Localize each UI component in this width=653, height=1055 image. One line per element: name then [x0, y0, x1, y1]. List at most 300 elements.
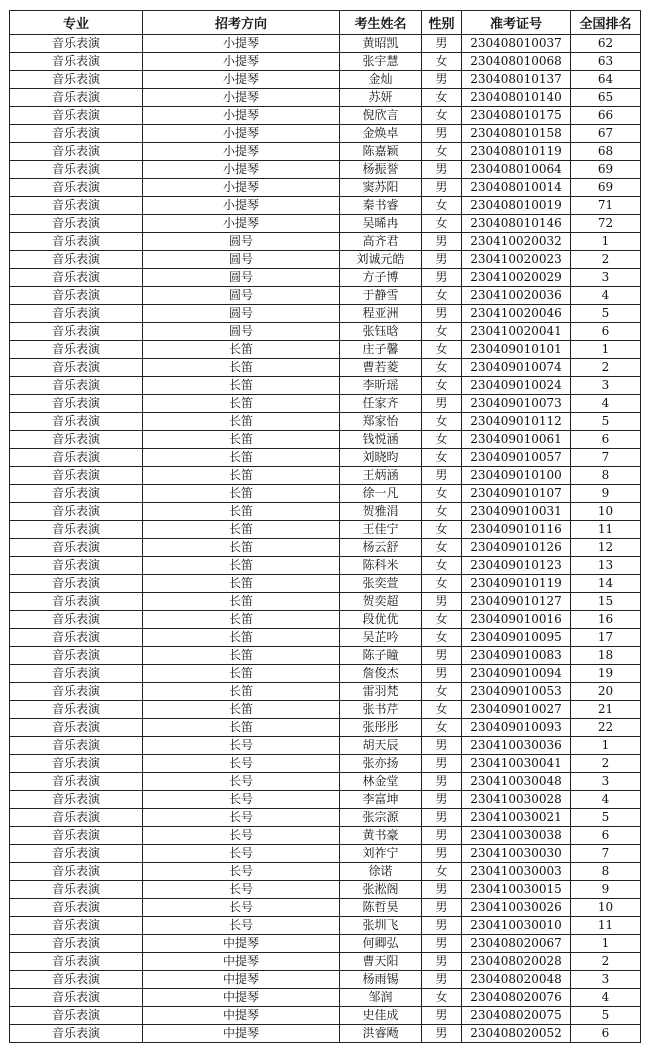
cell-gender: 男	[422, 269, 462, 287]
cell-exam-id: 230409010123	[462, 557, 571, 575]
cell-major: 音乐表演	[10, 485, 143, 503]
table-row	[10, 1007, 641, 1025]
cell-rank: 69	[571, 179, 641, 197]
cell-exam-id: 230409010073	[462, 395, 571, 413]
cell-exam-id: 230410030003	[462, 863, 571, 881]
cell-exam-id: 230409010061	[462, 431, 571, 449]
cell-direction: 小提琴	[143, 197, 340, 215]
cell-name: 林金堂	[340, 773, 422, 791]
header-exam-id: 准考证号	[462, 11, 571, 35]
cell-major: 音乐表演	[10, 791, 143, 809]
table-row	[10, 89, 641, 107]
cell-name: 郑家怡	[340, 413, 422, 431]
table-row	[10, 161, 641, 179]
cell-rank: 9	[571, 485, 641, 503]
cell-direction: 长笛	[143, 701, 340, 719]
cell-rank: 21	[571, 701, 641, 719]
cell-major: 音乐表演	[10, 143, 143, 161]
cell-direction: 长号	[143, 827, 340, 845]
cell-name: 黄昭凯	[340, 35, 422, 53]
cell-gender: 女	[422, 503, 462, 521]
table-row	[10, 899, 641, 917]
cell-rank: 5	[571, 413, 641, 431]
cell-name: 刘祚宁	[340, 845, 422, 863]
cell-gender: 男	[422, 809, 462, 827]
cell-major: 音乐表演	[10, 161, 143, 179]
cell-name: 王炳涵	[340, 467, 422, 485]
cell-exam-id: 230410020041	[462, 323, 571, 341]
cell-exam-id: 230409010031	[462, 503, 571, 521]
cell-major: 音乐表演	[10, 971, 143, 989]
cell-direction: 长笛	[143, 431, 340, 449]
cell-major: 音乐表演	[10, 881, 143, 899]
table-row	[10, 53, 641, 71]
cell-major: 音乐表演	[10, 341, 143, 359]
cell-rank: 65	[571, 89, 641, 107]
cell-name: 史佳成	[340, 1007, 422, 1025]
cell-rank: 2	[571, 251, 641, 269]
cell-rank: 72	[571, 215, 641, 233]
cell-name: 陈子瞳	[340, 647, 422, 665]
table-row	[10, 863, 641, 881]
cell-name: 高齐君	[340, 233, 422, 251]
cell-name: 刘晓昀	[340, 449, 422, 467]
table-row	[10, 953, 641, 971]
cell-exam-id: 230408020048	[462, 971, 571, 989]
cell-exam-id: 230410030026	[462, 899, 571, 917]
cell-major: 音乐表演	[10, 107, 143, 125]
cell-name: 李富坤	[340, 791, 422, 809]
cell-direction: 长号	[143, 737, 340, 755]
cell-rank: 7	[571, 449, 641, 467]
cell-direction: 中提琴	[143, 971, 340, 989]
cell-name: 杨云舒	[340, 539, 422, 557]
table-row	[10, 359, 641, 377]
cell-major: 音乐表演	[10, 629, 143, 647]
cell-exam-id: 230410020046	[462, 305, 571, 323]
cell-gender: 女	[422, 989, 462, 1007]
cell-major: 音乐表演	[10, 647, 143, 665]
cell-direction: 长笛	[143, 341, 340, 359]
cell-name: 吴晞冉	[340, 215, 422, 233]
cell-name: 李昕瑶	[340, 377, 422, 395]
table-row	[10, 575, 641, 593]
cell-exam-id: 230410030021	[462, 809, 571, 827]
cell-name: 刘诚元皓	[340, 251, 422, 269]
table-row	[10, 71, 641, 89]
cell-rank: 14	[571, 575, 641, 593]
table-row	[10, 305, 641, 323]
cell-direction: 长笛	[143, 611, 340, 629]
cell-exam-id: 230410020023	[462, 251, 571, 269]
cell-gender: 男	[422, 161, 462, 179]
cell-rank: 3	[571, 773, 641, 791]
cell-major: 音乐表演	[10, 125, 143, 143]
cell-rank: 71	[571, 197, 641, 215]
cell-major: 音乐表演	[10, 539, 143, 557]
cell-rank: 4	[571, 395, 641, 413]
cell-major: 音乐表演	[10, 431, 143, 449]
table-row	[10, 539, 641, 557]
cell-exam-id: 230408020076	[462, 989, 571, 1007]
table-row	[10, 845, 641, 863]
cell-name: 邹润	[340, 989, 422, 1007]
cell-direction: 圆号	[143, 251, 340, 269]
table-row	[10, 143, 641, 161]
cell-exam-id: 230408010137	[462, 71, 571, 89]
cell-exam-id: 230409010083	[462, 647, 571, 665]
cell-major: 音乐表演	[10, 359, 143, 377]
cell-gender: 男	[422, 179, 462, 197]
cell-rank: 20	[571, 683, 641, 701]
cell-rank: 5	[571, 305, 641, 323]
table-row	[10, 917, 641, 935]
table-row	[10, 35, 641, 53]
table-row	[10, 449, 641, 467]
cell-major: 音乐表演	[10, 521, 143, 539]
cell-name: 张宗源	[340, 809, 422, 827]
cell-direction: 长笛	[143, 485, 340, 503]
cell-name: 胡天辰	[340, 737, 422, 755]
cell-exam-id: 230409010119	[462, 575, 571, 593]
cell-gender: 女	[422, 287, 462, 305]
cell-rank: 4	[571, 287, 641, 305]
cell-rank: 67	[571, 125, 641, 143]
cell-name: 王佳宁	[340, 521, 422, 539]
table-row	[10, 737, 641, 755]
cell-rank: 2	[571, 953, 641, 971]
cell-rank: 62	[571, 35, 641, 53]
cell-name: 曹天阳	[340, 953, 422, 971]
table-row	[10, 125, 641, 143]
cell-name: 张彤彤	[340, 719, 422, 737]
cell-name: 方子博	[340, 269, 422, 287]
score-sheet	[9, 10, 640, 1043]
cell-name: 张奕萱	[340, 575, 422, 593]
cell-gender: 男	[422, 917, 462, 935]
cell-name: 钱悦涵	[340, 431, 422, 449]
cell-major: 音乐表演	[10, 71, 143, 89]
cell-rank: 7	[571, 845, 641, 863]
cell-major: 音乐表演	[10, 737, 143, 755]
table-row	[10, 611, 641, 629]
cell-rank: 3	[571, 269, 641, 287]
cell-gender: 女	[422, 629, 462, 647]
cell-name: 段优优	[340, 611, 422, 629]
cell-direction: 小提琴	[143, 89, 340, 107]
cell-exam-id: 230408010146	[462, 215, 571, 233]
cell-major: 音乐表演	[10, 665, 143, 683]
cell-direction: 中提琴	[143, 989, 340, 1007]
cell-exam-id: 230409010095	[462, 629, 571, 647]
table-body	[10, 35, 641, 1043]
cell-direction: 长笛	[143, 503, 340, 521]
cell-direction: 长笛	[143, 449, 340, 467]
cell-name: 吴芷吟	[340, 629, 422, 647]
cell-direction: 长号	[143, 773, 340, 791]
header-direction: 招考方向	[143, 11, 340, 35]
cell-rank: 3	[571, 971, 641, 989]
table-row	[10, 809, 641, 827]
cell-rank: 5	[571, 809, 641, 827]
cell-direction: 长笛	[143, 359, 340, 377]
cell-name: 张淞阁	[340, 881, 422, 899]
cell-exam-id: 230409010116	[462, 521, 571, 539]
cell-exam-id: 230410020029	[462, 269, 571, 287]
cell-major: 音乐表演	[10, 593, 143, 611]
cell-major: 音乐表演	[10, 845, 143, 863]
cell-major: 音乐表演	[10, 953, 143, 971]
cell-major: 音乐表演	[10, 701, 143, 719]
cell-direction: 圆号	[143, 287, 340, 305]
table-row	[10, 485, 641, 503]
cell-direction: 长笛	[143, 413, 340, 431]
cell-rank: 8	[571, 467, 641, 485]
cell-gender: 男	[422, 251, 462, 269]
cell-gender: 女	[422, 557, 462, 575]
table-row	[10, 395, 641, 413]
cell-exam-id: 230409010016	[462, 611, 571, 629]
cell-gender: 男	[422, 827, 462, 845]
cell-gender: 女	[422, 359, 462, 377]
cell-rank: 10	[571, 503, 641, 521]
cell-exam-id: 230409010126	[462, 539, 571, 557]
cell-gender: 男	[422, 737, 462, 755]
cell-rank: 17	[571, 629, 641, 647]
cell-major: 音乐表演	[10, 395, 143, 413]
cell-gender: 男	[422, 845, 462, 863]
cell-rank: 5	[571, 1007, 641, 1025]
table-row	[10, 323, 641, 341]
cell-gender: 男	[422, 1025, 462, 1043]
table-row	[10, 629, 641, 647]
cell-exam-id: 230409010100	[462, 467, 571, 485]
cell-direction: 中提琴	[143, 953, 340, 971]
cell-major: 音乐表演	[10, 827, 143, 845]
cell-gender: 男	[422, 881, 462, 899]
cell-direction: 长号	[143, 809, 340, 827]
cell-name: 杨振誉	[340, 161, 422, 179]
cell-gender: 女	[422, 863, 462, 881]
cell-direction: 小提琴	[143, 215, 340, 233]
header-rank: 全国排名	[571, 11, 641, 35]
cell-direction: 圆号	[143, 233, 340, 251]
cell-gender: 女	[422, 341, 462, 359]
cell-rank: 1	[571, 935, 641, 953]
cell-major: 音乐表演	[10, 863, 143, 881]
cell-direction: 长号	[143, 845, 340, 863]
cell-major: 音乐表演	[10, 1025, 143, 1043]
cell-exam-id: 230410020032	[462, 233, 571, 251]
cell-gender: 女	[422, 611, 462, 629]
cell-name: 洪睿飏	[340, 1025, 422, 1043]
table-row	[10, 593, 641, 611]
table-row	[10, 179, 641, 197]
cell-name: 徐一凡	[340, 485, 422, 503]
cell-major: 音乐表演	[10, 377, 143, 395]
cell-direction: 圆号	[143, 323, 340, 341]
cell-exam-id: 230410030048	[462, 773, 571, 791]
table-row	[10, 233, 641, 251]
cell-name: 贺雅涓	[340, 503, 422, 521]
cell-rank: 12	[571, 539, 641, 557]
table-row	[10, 467, 641, 485]
cell-exam-id: 230409010101	[462, 341, 571, 359]
cell-rank: 2	[571, 359, 641, 377]
cell-direction: 中提琴	[143, 1025, 340, 1043]
cell-exam-id: 230409010127	[462, 593, 571, 611]
cell-gender: 男	[422, 233, 462, 251]
cell-rank: 69	[571, 161, 641, 179]
table-row	[10, 431, 641, 449]
cell-direction: 长笛	[143, 467, 340, 485]
cell-major: 音乐表演	[10, 323, 143, 341]
cell-major: 音乐表演	[10, 251, 143, 269]
cell-rank: 6	[571, 1025, 641, 1043]
cell-major: 音乐表演	[10, 557, 143, 575]
cell-major: 音乐表演	[10, 413, 143, 431]
cell-exam-id: 230408020052	[462, 1025, 571, 1043]
cell-exam-id: 230409010094	[462, 665, 571, 683]
cell-exam-id: 230409010024	[462, 377, 571, 395]
table-row	[10, 269, 641, 287]
cell-gender: 女	[422, 521, 462, 539]
table-row	[10, 1025, 641, 1043]
cell-gender: 男	[422, 467, 462, 485]
cell-gender: 男	[422, 791, 462, 809]
cell-gender: 男	[422, 395, 462, 413]
cell-major: 音乐表演	[10, 179, 143, 197]
cell-exam-id: 230408010014	[462, 179, 571, 197]
cell-major: 音乐表演	[10, 449, 143, 467]
cell-direction: 长笛	[143, 719, 340, 737]
cell-gender: 男	[422, 755, 462, 773]
cell-rank: 16	[571, 611, 641, 629]
cell-major: 音乐表演	[10, 197, 143, 215]
header-name: 考生姓名	[340, 11, 422, 35]
cell-exam-id: 230409010093	[462, 719, 571, 737]
cell-gender: 女	[422, 215, 462, 233]
cell-rank: 4	[571, 791, 641, 809]
cell-name: 贺奕超	[340, 593, 422, 611]
cell-gender: 男	[422, 71, 462, 89]
cell-direction: 长号	[143, 791, 340, 809]
cell-name: 张圳飞	[340, 917, 422, 935]
cell-direction: 长号	[143, 881, 340, 899]
cell-gender: 男	[422, 305, 462, 323]
cell-exam-id: 230409010053	[462, 683, 571, 701]
cell-major: 音乐表演	[10, 89, 143, 107]
cell-rank: 18	[571, 647, 641, 665]
table-row	[10, 503, 641, 521]
table-row	[10, 251, 641, 269]
cell-gender: 女	[422, 53, 462, 71]
cell-rank: 3	[571, 377, 641, 395]
cell-direction: 小提琴	[143, 35, 340, 53]
cell-name: 庄子馨	[340, 341, 422, 359]
cell-name: 陈哲昊	[340, 899, 422, 917]
cell-name: 徐诺	[340, 863, 422, 881]
table-row	[10, 377, 641, 395]
cell-rank: 15	[571, 593, 641, 611]
cell-direction: 长笛	[143, 557, 340, 575]
cell-direction: 长号	[143, 899, 340, 917]
cell-rank: 11	[571, 521, 641, 539]
cell-name: 苏妍	[340, 89, 422, 107]
cell-name: 金焕卓	[340, 125, 422, 143]
cell-exam-id: 230408020028	[462, 953, 571, 971]
cell-major: 音乐表演	[10, 305, 143, 323]
cell-exam-id: 230408010158	[462, 125, 571, 143]
cell-exam-id: 230409010027	[462, 701, 571, 719]
cell-rank: 19	[571, 665, 641, 683]
cell-direction: 小提琴	[143, 71, 340, 89]
cell-rank: 22	[571, 719, 641, 737]
cell-gender: 男	[422, 35, 462, 53]
cell-exam-id: 230409010107	[462, 485, 571, 503]
cell-exam-id: 230409010112	[462, 413, 571, 431]
cell-rank: 6	[571, 827, 641, 845]
cell-major: 音乐表演	[10, 989, 143, 1007]
cell-gender: 男	[422, 935, 462, 953]
cell-name: 倪欣言	[340, 107, 422, 125]
cell-direction: 长笛	[143, 377, 340, 395]
cell-major: 音乐表演	[10, 575, 143, 593]
cell-rank: 8	[571, 863, 641, 881]
cell-direction: 小提琴	[143, 107, 340, 125]
cell-rank: 6	[571, 431, 641, 449]
cell-major: 音乐表演	[10, 719, 143, 737]
cell-exam-id: 230408010064	[462, 161, 571, 179]
cell-gender: 女	[422, 143, 462, 161]
cell-rank: 9	[571, 881, 641, 899]
table-row	[10, 881, 641, 899]
cell-major: 音乐表演	[10, 467, 143, 485]
cell-rank: 1	[571, 233, 641, 251]
table-row	[10, 683, 641, 701]
table-row	[10, 827, 641, 845]
cell-exam-id: 230410030041	[462, 755, 571, 773]
cell-gender: 女	[422, 107, 462, 125]
cell-direction: 长笛	[143, 683, 340, 701]
cell-gender: 男	[422, 971, 462, 989]
cell-direction: 长号	[143, 863, 340, 881]
cell-gender: 男	[422, 1007, 462, 1025]
cell-direction: 长号	[143, 755, 340, 773]
cell-direction: 小提琴	[143, 53, 340, 71]
cell-gender: 女	[422, 719, 462, 737]
cell-major: 音乐表演	[10, 1007, 143, 1025]
cell-name: 窦苏阳	[340, 179, 422, 197]
cell-direction: 长笛	[143, 539, 340, 557]
cell-direction: 长笛	[143, 629, 340, 647]
cell-major: 音乐表演	[10, 935, 143, 953]
cell-name: 程亚洲	[340, 305, 422, 323]
cell-major: 音乐表演	[10, 215, 143, 233]
cell-direction: 长笛	[143, 521, 340, 539]
cell-exam-id: 230408020067	[462, 935, 571, 953]
cell-major: 音乐表演	[10, 683, 143, 701]
cell-gender: 女	[422, 539, 462, 557]
cell-name: 张书芹	[340, 701, 422, 719]
cell-major: 音乐表演	[10, 899, 143, 917]
cell-gender: 女	[422, 89, 462, 107]
cell-gender: 女	[422, 575, 462, 593]
cell-name: 金灿	[340, 71, 422, 89]
cell-gender: 女	[422, 431, 462, 449]
table-header	[10, 11, 641, 35]
cell-name: 杨雨锡	[340, 971, 422, 989]
